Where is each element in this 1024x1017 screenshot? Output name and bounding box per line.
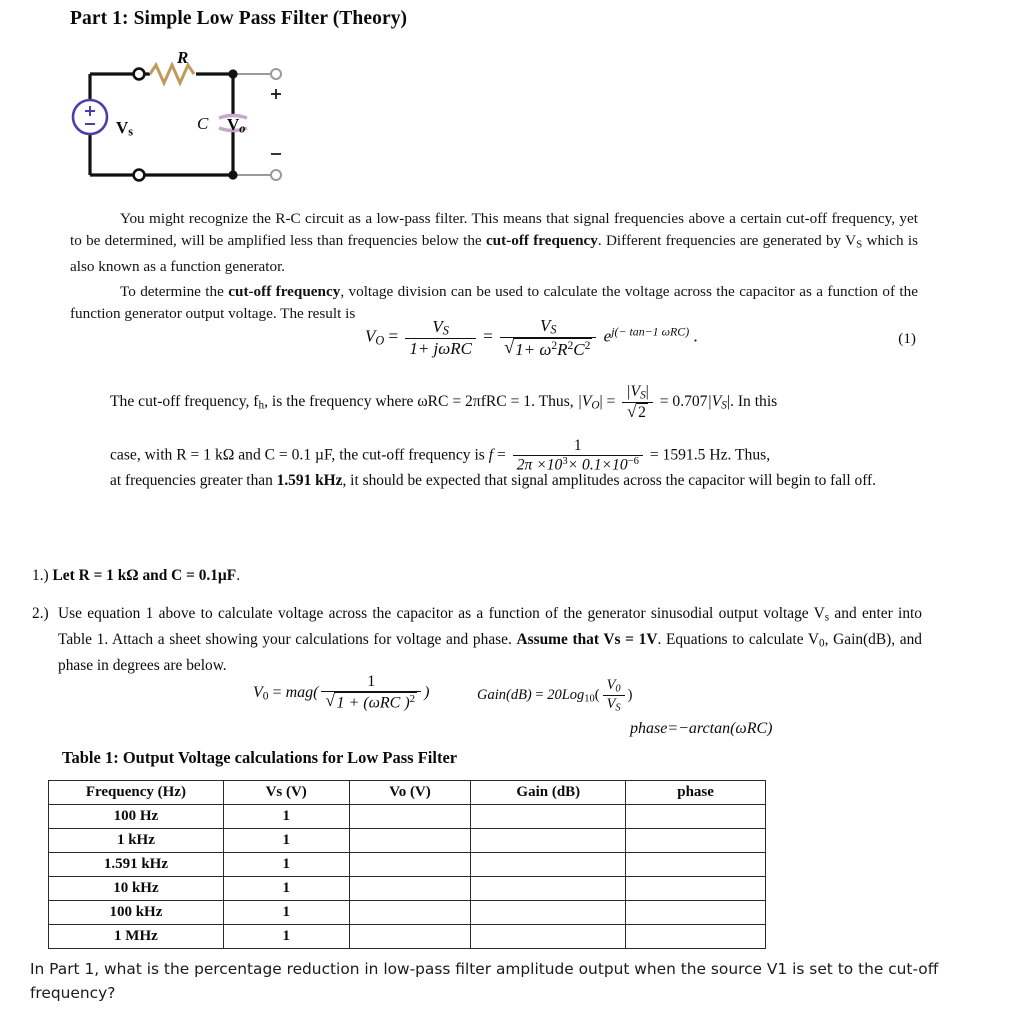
eqvo-radicand: [334, 692, 417, 713]
eqvo-mag: mag(: [285, 683, 319, 701]
cell-phase[interactable]: [626, 829, 766, 853]
list-item-2: [32, 603, 922, 676]
cell-gain[interactable]: [471, 805, 626, 829]
cutoff-frac-num-end: |: [645, 383, 649, 400]
eqgain-sub: 10: [584, 693, 595, 705]
equation-1-block: [70, 316, 918, 366]
cutoff-radicand: 2: [638, 404, 646, 422]
eq1-frac2-num-v: V: [539, 316, 551, 335]
list-item-1-period: .: [236, 567, 241, 584]
eq1-rad-exp3: 2: [584, 338, 591, 352]
cell-frequency: 1.591 kHz: [49, 853, 224, 877]
list-item-1-text: Let R = 1 kΩ and C = 0.1µF: [52, 567, 237, 584]
eq1-rad-exp2: 2: [567, 338, 574, 352]
table-row: [49, 853, 766, 877]
eqvo-lhs: V: [253, 683, 263, 701]
eqvo-den: [321, 691, 421, 713]
cell-gain[interactable]: [471, 877, 626, 901]
column-header-vs: Vs (V): [223, 781, 349, 805]
cutoff-abs-vs: |V: [707, 393, 722, 411]
item2-v0-sub: 0: [819, 637, 825, 650]
cutoff-abs-vs-sub: S: [721, 399, 727, 412]
cutoff-l2-a: case, with R = 1 kΩ and C = 0.1 µF, the cut-off frequency is: [110, 446, 489, 464]
cutoff-abs-vs-end: |: [726, 393, 731, 411]
rc-circuit-diagram: [60, 42, 320, 187]
cell-gain[interactable]: [471, 829, 626, 853]
table-caption: Table 1: Output Voltage calculations for Low Pass Filter: [62, 748, 458, 767]
column-header-gain: Gain (dB): [471, 781, 626, 805]
eq1-rad-exp1: 2: [551, 338, 558, 352]
source-label-sub: s: [128, 124, 134, 139]
eqvo-close: ): [424, 683, 430, 701]
eq1-rad-b: R: [557, 339, 568, 359]
cell-phase[interactable]: [626, 925, 766, 949]
cutoff-l3-b: , it should be expected that signal amplitudes across the capacitor will begin to fall off.: [342, 472, 877, 489]
source-label-main: V: [116, 118, 129, 137]
cell-phase[interactable]: [626, 805, 766, 829]
low-pass-filter-table: [48, 780, 766, 949]
eqgain-den-v: V: [606, 696, 616, 713]
page-title: Part 1: Simple Low Pass Filter (Theory): [70, 8, 408, 29]
eq1-frac2-num-sub: S: [550, 322, 557, 337]
cell-frequency: 1 MHz: [49, 925, 224, 949]
eqgain-num-v: V: [606, 677, 616, 693]
table-row: [49, 805, 766, 829]
table-header-row: [49, 781, 766, 805]
p1-bold-cutoff: cut-off frequency: [485, 232, 598, 250]
cutoff-fh-sub: h: [258, 399, 265, 412]
p1-text-c: which is also known as a function generator.: [70, 232, 918, 275]
table-head: [49, 781, 766, 805]
cutoff-l1-b: , is the frequency where ωRC = 2πfRC = 1. Thus,: [264, 393, 578, 411]
item2-c: . Equations to calculate V: [657, 630, 820, 648]
eqgain-coeff: 20Log: [547, 687, 585, 704]
cell-phase[interactable]: [626, 853, 766, 877]
cutoff-freq-fraction: [513, 437, 643, 474]
cutoff-abs-vo-sub: O: [591, 399, 600, 412]
item2-vs-sub: s: [824, 611, 830, 624]
cutoff-l1-result: = 0.707: [659, 393, 708, 411]
cell-vo[interactable]: [349, 853, 471, 877]
eq1-fraction-2: [500, 316, 596, 359]
paragraph-intro: [70, 208, 918, 277]
cutoff-den-a: 2π ×10: [516, 456, 563, 474]
cutoff-l1-tail: . In this: [730, 393, 778, 411]
list-item-1: [32, 565, 532, 587]
cell-vo[interactable]: [349, 901, 471, 925]
cell-vo[interactable]: [349, 877, 471, 901]
list-item-2-marker: 2.): [32, 605, 49, 622]
source-label: [116, 118, 133, 140]
cutoff-frac-num: [622, 383, 653, 402]
cell-phase[interactable]: [626, 877, 766, 901]
cell-vs: 1: [223, 925, 349, 949]
output-label-main: V: [227, 115, 240, 134]
footer-question: In Part 1, what is the percentage reduction in low-pass filter amplitude output when the source V1 is set to the cut-off frequency?: [30, 960, 939, 1002]
cell-frequency: 100 kHz: [49, 901, 224, 925]
equation-gain: [477, 677, 632, 715]
item2-d: , Gain(dB), and phase in degrees are below.: [58, 630, 922, 674]
eqgain-num-sub: 0: [615, 683, 621, 695]
cutoff-l1-equals: =: [606, 393, 616, 411]
cell-vo[interactable]: [349, 805, 471, 829]
column-header-vo: Vo (V): [349, 781, 471, 805]
eq1-radicand: [513, 338, 592, 360]
cutoff-abs-vo: |V: [577, 393, 592, 411]
cutoff-l2-tail: . Thus,: [727, 446, 771, 464]
cutoff-freq-num: 1: [573, 437, 582, 454]
eq1-frac1-num-sub: S: [442, 323, 449, 338]
cutoff-line-1: [110, 383, 920, 422]
eqvo-num: 1: [367, 673, 376, 690]
eq1-rad-c: C: [573, 339, 585, 359]
cutoff-l2-equals: =: [497, 446, 506, 464]
eq1-rad-a: 1+ ω: [515, 339, 552, 359]
eqvo-fraction: [321, 673, 421, 713]
eqgain-num: [603, 677, 625, 695]
cutoff-frac-num-v: |V: [626, 383, 641, 400]
eq1-equals-2: =: [483, 326, 493, 346]
eqvo-sqrt: [325, 692, 417, 713]
eq1-lhs-sub: O: [375, 333, 385, 348]
cell-vs: 1: [223, 829, 349, 853]
list-item-2-text: [58, 603, 922, 676]
eqgain-close: ): [627, 687, 633, 704]
cell-vs: 1: [223, 853, 349, 877]
eq1-frac2-num: [500, 316, 596, 337]
circuit-svg: [60, 42, 320, 187]
eqgain-fraction: [603, 677, 625, 715]
cutoff-frac-num-sub: S: [640, 389, 646, 402]
equation-1-number: (1): [898, 330, 916, 347]
output-label: [227, 115, 245, 137]
column-header-frequency: Frequency (Hz): [49, 781, 224, 805]
cutoff-sqrt: [627, 403, 648, 422]
cutoff-l2-f: f: [488, 446, 494, 464]
eqgain-open: (: [594, 687, 600, 704]
eq1-frac1-den: 1+ jωRC: [405, 338, 476, 359]
cutoff-l3-a: at frequencies greater than: [110, 472, 277, 489]
eq1-frac1-num: [405, 317, 476, 338]
cell-vs: 1: [223, 877, 349, 901]
p1-vs-subscript: S: [856, 238, 863, 251]
eqgain-den-sub: S: [615, 702, 621, 714]
eqgain-equals: =: [535, 687, 544, 704]
cell-vs: 1: [223, 805, 349, 829]
eq1-lhs: V: [365, 326, 376, 346]
cell-vo[interactable]: [349, 925, 471, 949]
cell-phase[interactable]: [626, 901, 766, 925]
cell-gain[interactable]: [471, 901, 626, 925]
cell-frequency: 100 Hz: [49, 805, 224, 829]
equation-vo: [253, 673, 429, 713]
resistor-label: R: [177, 48, 189, 67]
eq1-fraction-1: [405, 317, 476, 358]
eq1-frac2-den: [500, 337, 596, 360]
p2-bold-cutoff: cut-off frequency: [228, 283, 341, 301]
table-row: [49, 901, 766, 925]
p2-text-a: To determine the: [120, 283, 229, 301]
eqvo-equals: =: [272, 683, 282, 701]
list-item-1-marker: 1.): [32, 567, 49, 584]
cell-vs: 1: [223, 901, 349, 925]
cutoff-den-exp1: 3: [562, 455, 568, 467]
equation-1: [365, 316, 698, 359]
cutoff-den-exp2: −6: [627, 455, 639, 467]
eq1-frac1-num-v: V: [432, 317, 443, 336]
item2-a: Use equation 1 above to calculate voltage across the capacitor as a function of the generator sinusodial output voltage V: [58, 605, 825, 622]
eq1-period: .: [693, 326, 698, 346]
eqgain-den: [603, 695, 625, 714]
p2-text-b: , voltage division can be used to calculate the voltage across the capacitor as a function of the function generator output voltage. The result is: [70, 283, 918, 323]
eq1-exp-base: e: [603, 326, 612, 346]
eqvo-lhs-sub: 0: [262, 690, 269, 703]
cutoff-frac-den: [622, 402, 653, 422]
table-body: [49, 805, 766, 949]
cutoff-line-2: [110, 437, 930, 474]
cutoff-l1-a: The cut-off frequency, f: [110, 393, 259, 411]
item2-bold-assume: Assume that Vs = 1V: [516, 630, 658, 648]
cell-vo[interactable]: [349, 829, 471, 853]
cutoff-abs-vo-end: |: [599, 393, 603, 411]
p1-text-b: . Different frequencies are generated by V: [597, 232, 857, 250]
cutoff-l3-bold: 1.591 kHz: [276, 472, 343, 489]
cutoff-line-3: [110, 470, 910, 492]
cutoff-l2-result: = 1591.5 Hz: [649, 446, 728, 464]
table-row: [49, 925, 766, 949]
cell-frequency: 1 kHz: [49, 829, 224, 853]
eqgain-lhs: Gain(dB): [477, 687, 532, 704]
table-row: [49, 829, 766, 853]
p1-text-a: You might recognize the R-C circuit as a low-pass filter. This means that signal frequencies above a certain cut-off frequency, yet to be determined, will be amplified less than frequencies below the: [70, 210, 918, 250]
table-row: [49, 877, 766, 901]
column-header-phase: phase: [626, 781, 766, 805]
eq1-equals-1: =: [388, 326, 399, 346]
cutoff-fraction: [622, 383, 653, 422]
eqvo-rad-a: 1 + (ωRC ): [336, 695, 410, 713]
cell-gain[interactable]: [471, 853, 626, 877]
output-label-sub: o: [239, 121, 246, 136]
cutoff-den-b: × 0.1×10: [567, 456, 628, 474]
eq1-exp-sup: j(− tan−1 ωRC): [611, 324, 690, 339]
equation-phase: phase=−arctan(ωRC): [630, 720, 773, 737]
cell-frequency: 10 kHz: [49, 877, 224, 901]
cell-gain[interactable]: [471, 925, 626, 949]
capacitor-label: C: [197, 114, 209, 133]
item2-b: and enter into Table 1. Attach a sheet showing your calculations for voltage and phase.: [58, 605, 923, 648]
eqvo-rad-exp: 2: [409, 693, 416, 706]
eq1-sqrt: [504, 338, 592, 360]
